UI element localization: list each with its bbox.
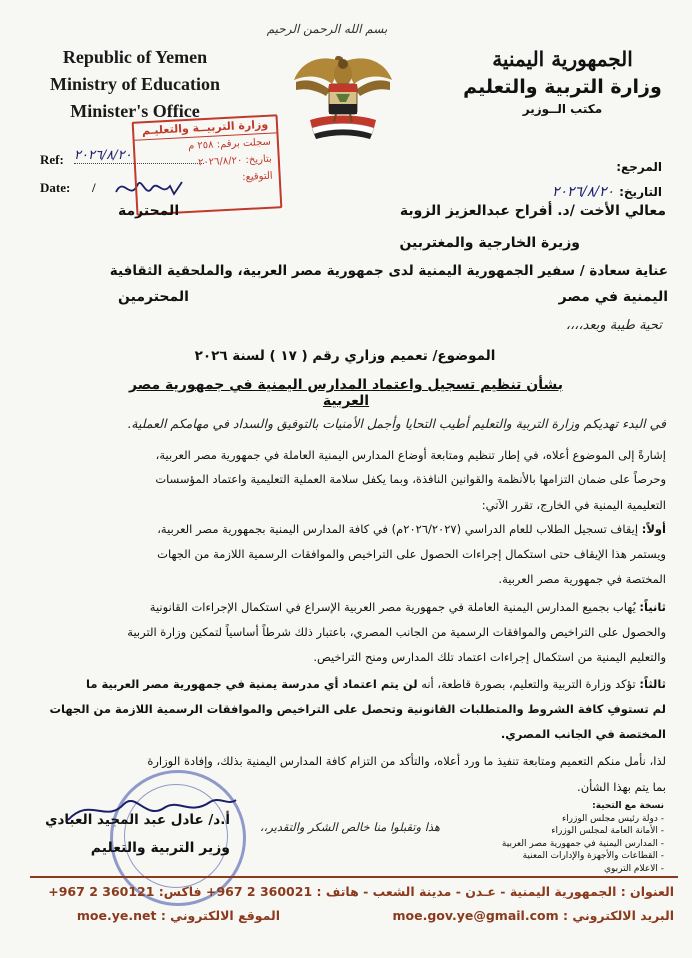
cc-item: - المدارس اليمنية في جمهورية مصر العربية [501,838,664,849]
cc-item: - القطاعات والأجهزة والإدارات المعنية [522,851,664,861]
closing-line-2: بما يتم بهذا الشأن. [577,780,666,794]
ar-office: مكتب الــوزير [522,102,603,116]
ref-handwritten: ٢٠٢٦/٨/٢٠ [74,148,132,163]
cc-item: - دولة رئيس مجلس الوزراء [561,813,664,824]
ref-label: Ref: [40,152,64,167]
stamp-row-date: بتاريخ: ٢٠٢٦/٨/٢٠ [197,153,273,169]
addressee-line-1: معالي الأخت /د. أفراح عبدالعزيز الزوبة [399,203,666,219]
english-letterhead [40,44,230,125]
stamp-row-signature: التوقيع: [241,170,273,184]
item-3-heading: ثالثاً: [639,677,666,691]
para-2b: التعليمية اليمنية ﻓﻲ الخارج، تقرر الآتي: [481,498,666,512]
cc-list [434,800,664,875]
signatory-name: أ.د/ عادل عبد المجيد العبادي [45,812,230,828]
greeting: تحية طيبة وبعد،،،، [565,318,662,333]
item-3-text-a-bold: لن يتم اعتماد أي مدرسة يمنية ﻓﻲ جمهورية مصر العربية ما [86,677,418,691]
item-2-heading: ثانياً: [639,600,666,614]
item-2-line-a [26,596,666,618]
item-3-line-c: المختصة ﻓﻲ الجانب المصري. [500,727,666,741]
footer-email: البريد الالكتروني : moe.gov.ye@gmail.com [392,908,674,923]
item-1-heading: أولاً: [641,522,666,536]
addressee-line-3: عناية سعادة / سفير الجمهورية اليمنية لدى جمهورية مصر العربية، والملحقية الثقافية [109,263,668,279]
subject-line-1: الموضوع/ تعميم وزاري رقم ( ١٧ ) لسنة ٢٠٢٦ [194,348,496,364]
item-1-text-a: إيقاف تسجيل الطلاب للعام الدراسي (٢٠٢٦/٢٠٢٧م) ﻓﻲ كافة المدارس اليمنية بجمهورية مصر العربية، [157,522,639,536]
footer-divider [30,876,678,878]
item-2-line-b: والحصول على التراخيص والموافقات الرسمية من الجانب المصري، باعتبار ذلك شرطاً أساسياً لتمكين وزارة التربية [127,625,666,639]
para-2a: وحرصاً على ضمان التزامها بالأنظمة والقوانين النافذة، وبما يكفل سلامة العملية التعليمية واعتماد المؤسسات [155,472,666,486]
signatory-title: وزير التربية والتعليم [90,840,230,856]
addressee-line-2: وزيرة الخارجية والمغتربين [399,235,580,251]
yemen-eagle-emblem-icon [288,44,398,142]
item-1-line-a [26,518,666,540]
item-1-line-c: المختصة ﻓﻲ جمهورية مصر العربية. [498,572,666,586]
ar-date-value: ٢٠٢٦/٨/٢٠ [551,184,615,200]
en-office: Minister's Office [70,101,200,121]
addressee-honorific-1: المحترمة [118,203,180,219]
item-3-line-b: لم تستوفِ كافة الشروط والمتطلبات القانونية وتحصل على التراخيص والموافقات الرسمية اللازمة من الجهات [49,702,666,716]
handwritten-intro: في البدء تهديكم وزارة التربية والتعليم أطيب التحايا وأجمل الأمنيات بالتوفيق والسداد في مهامكم العملية. [127,416,666,431]
ar-ministry: وزارة التربية والتعليم [463,76,662,98]
stamp-title: وزارة التربيــة والتعليـم [134,116,277,140]
ar-date-label: التاريخ: [619,185,662,199]
item-3-text-a: تؤكد وزارة التربية والتعليم، بصورة قاطعة، أنه [421,677,636,691]
item-1-line-b: ويستمر هذا الإيقاف حتى استكمال إجراءات الحصول على التراخيص والموافقات الرسمية اللازمة من الجهات [157,547,666,561]
item-3-line-a [26,673,666,695]
cc-title: نسخة مع التحية: [592,801,664,811]
subject-line-2: بشأن تنظيم تسجيل واعتماد المدارس اليمنية في جمهورية مصر العربية [129,377,563,409]
handwritten-thanks: هذا وتقبلوا منا خالص الشكر والتقدير،، [259,820,440,834]
footer-address: العنوان : الجمهورية اليمنية - عـدن - مدينة الشعب - هاتف : 360021 2 967+ فاكس: 360121 2 967+ [48,884,674,899]
addressee-line-4: اليمنية في مصر [558,289,668,305]
en-ministry: Ministry of Education [49,74,220,94]
item-2-line-c: والتعليم اليمنية من استكمال إجراءات اعتماد تلك المدارس ومنح التراخيص. [313,650,666,664]
basmala: بسم الله الرحمن الرحيم [266,22,388,36]
cc-item: - الأمانة العامة لمجلس الوزراء [551,826,664,836]
stamp-row-number: سجلت برقم: ٢٥٨ م [187,136,272,152]
en-country: Republic of Yemen [62,47,208,67]
ar-country: الجمهورية اليمنية [492,47,633,71]
ar-ref-label: المرجع: [616,160,662,174]
item-2-text-a: يُهاب بجميع المدارس اليمنية العاملة ﻓﻲ جمهورية مصر العربية الإسراع ﻓﻲ استكمال الإجراءات القانونية [149,600,636,614]
cc-item: - الاعلام التربوي [603,863,664,874]
addressee-honorific-2: المحترمين [118,289,189,305]
date-slash: / [92,180,96,195]
date-label: Date: [40,180,71,195]
arabic-letterhead [455,44,670,118]
footer-website: الموقع الالكتروني : moe.ye.net [76,908,280,923]
closing-line-1: لذا، نأمل منكم التعميم ومتابعة تنفيذ ما ورد أعلاه، والتأكد من التزام كافة المدارس اليمنية بذلك، وإفادة الوزارة [147,754,666,768]
para-1: إشارةً إلى الموضوع أعلاه، ﻓﻲ إطار تنظيم ومتابعة أوضاع المدارس اليمنية العاملة ﻓﻲ جمهورية مصر العربية، [155,448,666,462]
